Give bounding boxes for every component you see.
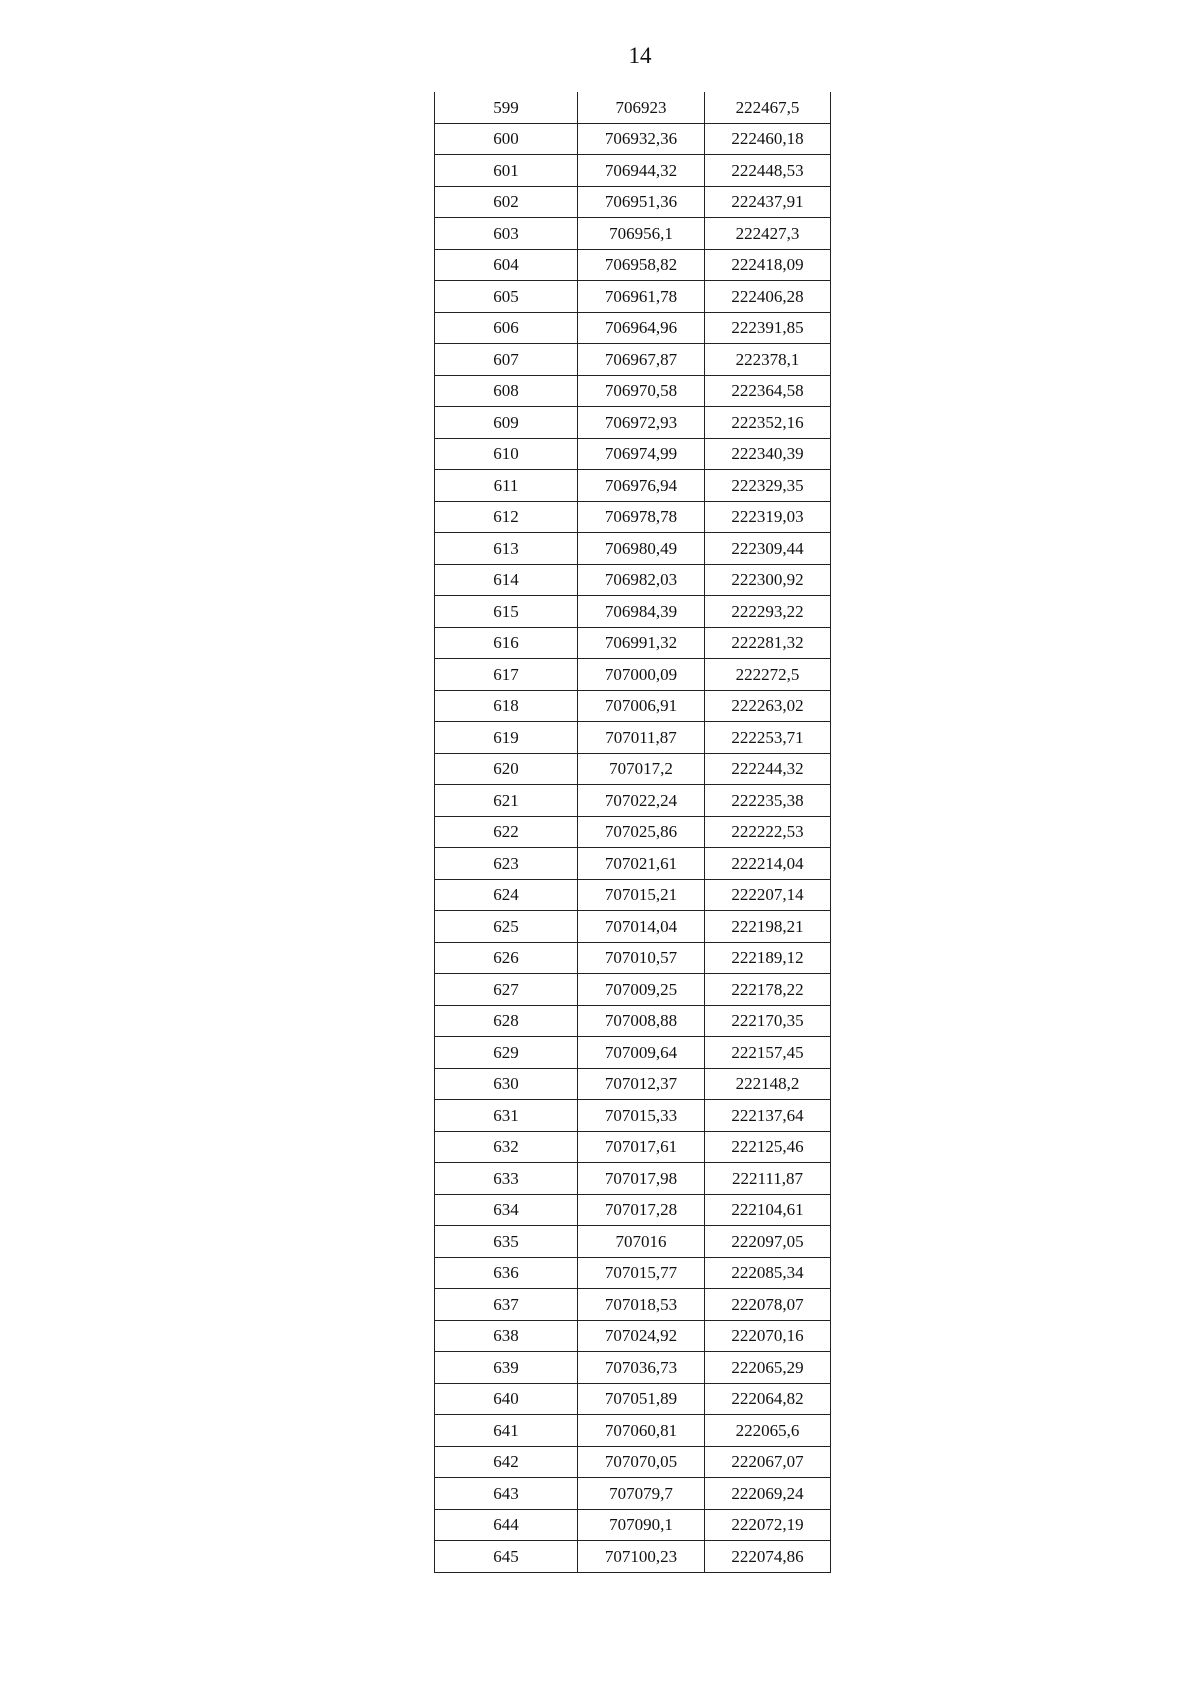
table-row xyxy=(435,375,831,407)
y-coordinate-cell: 222460,18 xyxy=(705,123,831,155)
x-coordinate-cell: 707025,86 xyxy=(578,816,705,848)
x-coordinate-cell: 707009,25 xyxy=(578,974,705,1006)
point-number-cell: 641 xyxy=(435,1415,578,1447)
x-coordinate-cell: 707021,61 xyxy=(578,848,705,880)
point-number-cell: 614 xyxy=(435,564,578,596)
table-row xyxy=(435,722,831,754)
y-coordinate-cell: 222097,05 xyxy=(705,1226,831,1258)
x-coordinate-cell: 706980,49 xyxy=(578,533,705,565)
y-coordinate-cell: 222125,46 xyxy=(705,1131,831,1163)
x-coordinate-cell: 706974,99 xyxy=(578,438,705,470)
x-coordinate-cell: 706991,32 xyxy=(578,627,705,659)
y-coordinate-cell: 222207,14 xyxy=(705,879,831,911)
table-row xyxy=(435,848,831,880)
point-number-cell: 645 xyxy=(435,1541,578,1573)
table-row xyxy=(435,1226,831,1258)
y-coordinate-cell: 222253,71 xyxy=(705,722,831,754)
table-row xyxy=(435,911,831,943)
coordinates-table-body xyxy=(435,92,831,1572)
table-row xyxy=(435,564,831,596)
point-number-cell: 600 xyxy=(435,123,578,155)
point-number-cell: 642 xyxy=(435,1446,578,1478)
table-row xyxy=(435,816,831,848)
y-coordinate-cell: 222437,91 xyxy=(705,186,831,218)
x-coordinate-cell: 707008,88 xyxy=(578,1005,705,1037)
point-number-cell: 638 xyxy=(435,1320,578,1352)
x-coordinate-cell: 706972,93 xyxy=(578,407,705,439)
x-coordinate-cell: 707006,91 xyxy=(578,690,705,722)
y-coordinate-cell: 222214,04 xyxy=(705,848,831,880)
point-number-cell: 611 xyxy=(435,470,578,502)
x-coordinate-cell: 707090,1 xyxy=(578,1509,705,1541)
y-coordinate-cell: 222418,09 xyxy=(705,249,831,281)
x-coordinate-cell: 706956,1 xyxy=(578,218,705,250)
table-row xyxy=(435,249,831,281)
table-row xyxy=(435,1352,831,1384)
x-coordinate-cell: 707024,92 xyxy=(578,1320,705,1352)
y-coordinate-cell: 222157,45 xyxy=(705,1037,831,1069)
x-coordinate-cell: 707016 xyxy=(578,1226,705,1258)
y-coordinate-cell: 222111,87 xyxy=(705,1163,831,1195)
point-number-cell: 621 xyxy=(435,785,578,817)
point-number-cell: 602 xyxy=(435,186,578,218)
point-number-cell: 618 xyxy=(435,690,578,722)
point-number-cell: 599 xyxy=(435,92,578,123)
table-row xyxy=(435,1194,831,1226)
y-coordinate-cell: 222189,12 xyxy=(705,942,831,974)
point-number-cell: 619 xyxy=(435,722,578,754)
y-coordinate-cell: 222448,53 xyxy=(705,155,831,187)
y-coordinate-cell: 222391,85 xyxy=(705,312,831,344)
table-row xyxy=(435,501,831,533)
y-coordinate-cell: 222178,22 xyxy=(705,974,831,1006)
point-number-cell: 610 xyxy=(435,438,578,470)
y-coordinate-cell: 222104,61 xyxy=(705,1194,831,1226)
point-number-cell: 640 xyxy=(435,1383,578,1415)
point-number-cell: 625 xyxy=(435,911,578,943)
table-row xyxy=(435,659,831,691)
y-coordinate-cell: 222319,03 xyxy=(705,501,831,533)
table-row xyxy=(435,1446,831,1478)
table-row xyxy=(435,1068,831,1100)
point-number-cell: 639 xyxy=(435,1352,578,1384)
point-number-cell: 612 xyxy=(435,501,578,533)
table-row xyxy=(435,407,831,439)
x-coordinate-cell: 706967,87 xyxy=(578,344,705,376)
y-coordinate-cell: 222263,02 xyxy=(705,690,831,722)
x-coordinate-cell: 707015,77 xyxy=(578,1257,705,1289)
table-row xyxy=(435,942,831,974)
y-coordinate-cell: 222085,34 xyxy=(705,1257,831,1289)
y-coordinate-cell: 222406,28 xyxy=(705,281,831,313)
y-coordinate-cell: 222170,35 xyxy=(705,1005,831,1037)
point-number-cell: 624 xyxy=(435,879,578,911)
table-row xyxy=(435,438,831,470)
table-row xyxy=(435,974,831,1006)
point-number-cell: 628 xyxy=(435,1005,578,1037)
y-coordinate-cell: 222300,92 xyxy=(705,564,831,596)
x-coordinate-cell: 706976,94 xyxy=(578,470,705,502)
y-coordinate-cell: 222070,16 xyxy=(705,1320,831,1352)
table-row xyxy=(435,1415,831,1447)
point-number-cell: 617 xyxy=(435,659,578,691)
page-number: 14 xyxy=(628,43,652,68)
point-number-cell: 632 xyxy=(435,1131,578,1163)
point-number-cell: 643 xyxy=(435,1478,578,1510)
table-row xyxy=(435,1478,831,1510)
point-number-cell: 616 xyxy=(435,627,578,659)
x-coordinate-cell: 706964,96 xyxy=(578,312,705,344)
y-coordinate-cell: 222198,21 xyxy=(705,911,831,943)
point-number-cell: 644 xyxy=(435,1509,578,1541)
table-row xyxy=(435,879,831,911)
y-coordinate-cell: 222064,82 xyxy=(705,1383,831,1415)
point-number-cell: 615 xyxy=(435,596,578,628)
x-coordinate-cell: 706984,39 xyxy=(578,596,705,628)
y-coordinate-cell: 222378,1 xyxy=(705,344,831,376)
x-coordinate-cell: 707014,04 xyxy=(578,911,705,943)
table-row xyxy=(435,1005,831,1037)
x-coordinate-cell: 707012,37 xyxy=(578,1068,705,1100)
table-row xyxy=(435,1320,831,1352)
x-coordinate-cell: 707100,23 xyxy=(578,1541,705,1573)
point-number-cell: 622 xyxy=(435,816,578,848)
x-coordinate-cell: 707015,33 xyxy=(578,1100,705,1132)
point-number-cell: 626 xyxy=(435,942,578,974)
y-coordinate-cell: 222352,16 xyxy=(705,407,831,439)
table-row xyxy=(435,690,831,722)
point-number-cell: 605 xyxy=(435,281,578,313)
table-row xyxy=(435,218,831,250)
x-coordinate-cell: 707051,89 xyxy=(578,1383,705,1415)
x-coordinate-cell: 707018,53 xyxy=(578,1289,705,1321)
y-coordinate-cell: 222222,53 xyxy=(705,816,831,848)
x-coordinate-cell: 707000,09 xyxy=(578,659,705,691)
point-number-cell: 604 xyxy=(435,249,578,281)
table-row xyxy=(435,533,831,565)
point-number-cell: 608 xyxy=(435,375,578,407)
x-coordinate-cell: 707017,98 xyxy=(578,1163,705,1195)
x-coordinate-cell: 707036,73 xyxy=(578,1352,705,1384)
table-row xyxy=(435,1100,831,1132)
coordinates-table xyxy=(434,92,831,1573)
y-coordinate-cell: 222065,6 xyxy=(705,1415,831,1447)
x-coordinate-cell: 707015,21 xyxy=(578,879,705,911)
y-coordinate-cell: 222078,07 xyxy=(705,1289,831,1321)
point-number-cell: 601 xyxy=(435,155,578,187)
x-coordinate-cell: 706951,36 xyxy=(578,186,705,218)
y-coordinate-cell: 222074,86 xyxy=(705,1541,831,1573)
x-coordinate-cell: 707009,64 xyxy=(578,1037,705,1069)
y-coordinate-cell: 222235,38 xyxy=(705,785,831,817)
table-row xyxy=(435,281,831,313)
x-coordinate-cell: 707060,81 xyxy=(578,1415,705,1447)
y-coordinate-cell: 222069,24 xyxy=(705,1478,831,1510)
point-number-cell: 609 xyxy=(435,407,578,439)
point-number-cell: 623 xyxy=(435,848,578,880)
y-coordinate-cell: 222467,5 xyxy=(705,92,831,123)
y-coordinate-cell: 222329,35 xyxy=(705,470,831,502)
x-coordinate-cell: 707011,87 xyxy=(578,722,705,754)
point-number-cell: 633 xyxy=(435,1163,578,1195)
table-row xyxy=(435,1131,831,1163)
y-coordinate-cell: 222065,29 xyxy=(705,1352,831,1384)
y-coordinate-cell: 222427,3 xyxy=(705,218,831,250)
point-number-cell: 629 xyxy=(435,1037,578,1069)
table-row xyxy=(435,312,831,344)
table-row xyxy=(435,92,831,123)
y-coordinate-cell: 222309,44 xyxy=(705,533,831,565)
table-row xyxy=(435,753,831,785)
x-coordinate-cell: 707070,05 xyxy=(578,1446,705,1478)
y-coordinate-cell: 222272,5 xyxy=(705,659,831,691)
x-coordinate-cell: 706944,32 xyxy=(578,155,705,187)
y-coordinate-cell: 222293,22 xyxy=(705,596,831,628)
y-coordinate-cell: 222148,2 xyxy=(705,1068,831,1100)
table-row xyxy=(435,1037,831,1069)
x-coordinate-cell: 706932,36 xyxy=(578,123,705,155)
y-coordinate-cell: 222137,64 xyxy=(705,1100,831,1132)
table-row xyxy=(435,596,831,628)
x-coordinate-cell: 706970,58 xyxy=(578,375,705,407)
point-number-cell: 606 xyxy=(435,312,578,344)
point-number-cell: 627 xyxy=(435,974,578,1006)
point-number-cell: 607 xyxy=(435,344,578,376)
point-number-cell: 635 xyxy=(435,1226,578,1258)
table-row xyxy=(435,1383,831,1415)
x-coordinate-cell: 707017,61 xyxy=(578,1131,705,1163)
point-number-cell: 603 xyxy=(435,218,578,250)
table-row xyxy=(435,1509,831,1541)
y-coordinate-cell: 222340,39 xyxy=(705,438,831,470)
x-coordinate-cell: 707017,2 xyxy=(578,753,705,785)
y-coordinate-cell: 222067,07 xyxy=(705,1446,831,1478)
point-number-cell: 637 xyxy=(435,1289,578,1321)
x-coordinate-cell: 707017,28 xyxy=(578,1194,705,1226)
table-row xyxy=(435,627,831,659)
point-number-cell: 620 xyxy=(435,753,578,785)
x-coordinate-cell: 707022,24 xyxy=(578,785,705,817)
table-row xyxy=(435,785,831,817)
table-row xyxy=(435,1289,831,1321)
y-coordinate-cell: 222244,32 xyxy=(705,753,831,785)
x-coordinate-cell: 706923 xyxy=(578,92,705,123)
table-row xyxy=(435,186,831,218)
y-coordinate-cell: 222364,58 xyxy=(705,375,831,407)
table-row xyxy=(435,470,831,502)
x-coordinate-cell: 706958,82 xyxy=(578,249,705,281)
table-row xyxy=(435,1257,831,1289)
y-coordinate-cell: 222281,32 xyxy=(705,627,831,659)
y-coordinate-cell: 222072,19 xyxy=(705,1509,831,1541)
point-number-cell: 636 xyxy=(435,1257,578,1289)
x-coordinate-cell: 707079,7 xyxy=(578,1478,705,1510)
x-coordinate-cell: 706982,03 xyxy=(578,564,705,596)
x-coordinate-cell: 706961,78 xyxy=(578,281,705,313)
point-number-cell: 634 xyxy=(435,1194,578,1226)
table-row xyxy=(435,344,831,376)
table-row xyxy=(435,1163,831,1195)
point-number-cell: 631 xyxy=(435,1100,578,1132)
table-row xyxy=(435,155,831,187)
table-row xyxy=(435,1541,831,1573)
point-number-cell: 613 xyxy=(435,533,578,565)
x-coordinate-cell: 706978,78 xyxy=(578,501,705,533)
x-coordinate-cell: 707010,57 xyxy=(578,942,705,974)
point-number-cell: 630 xyxy=(435,1068,578,1100)
table-row xyxy=(435,123,831,155)
